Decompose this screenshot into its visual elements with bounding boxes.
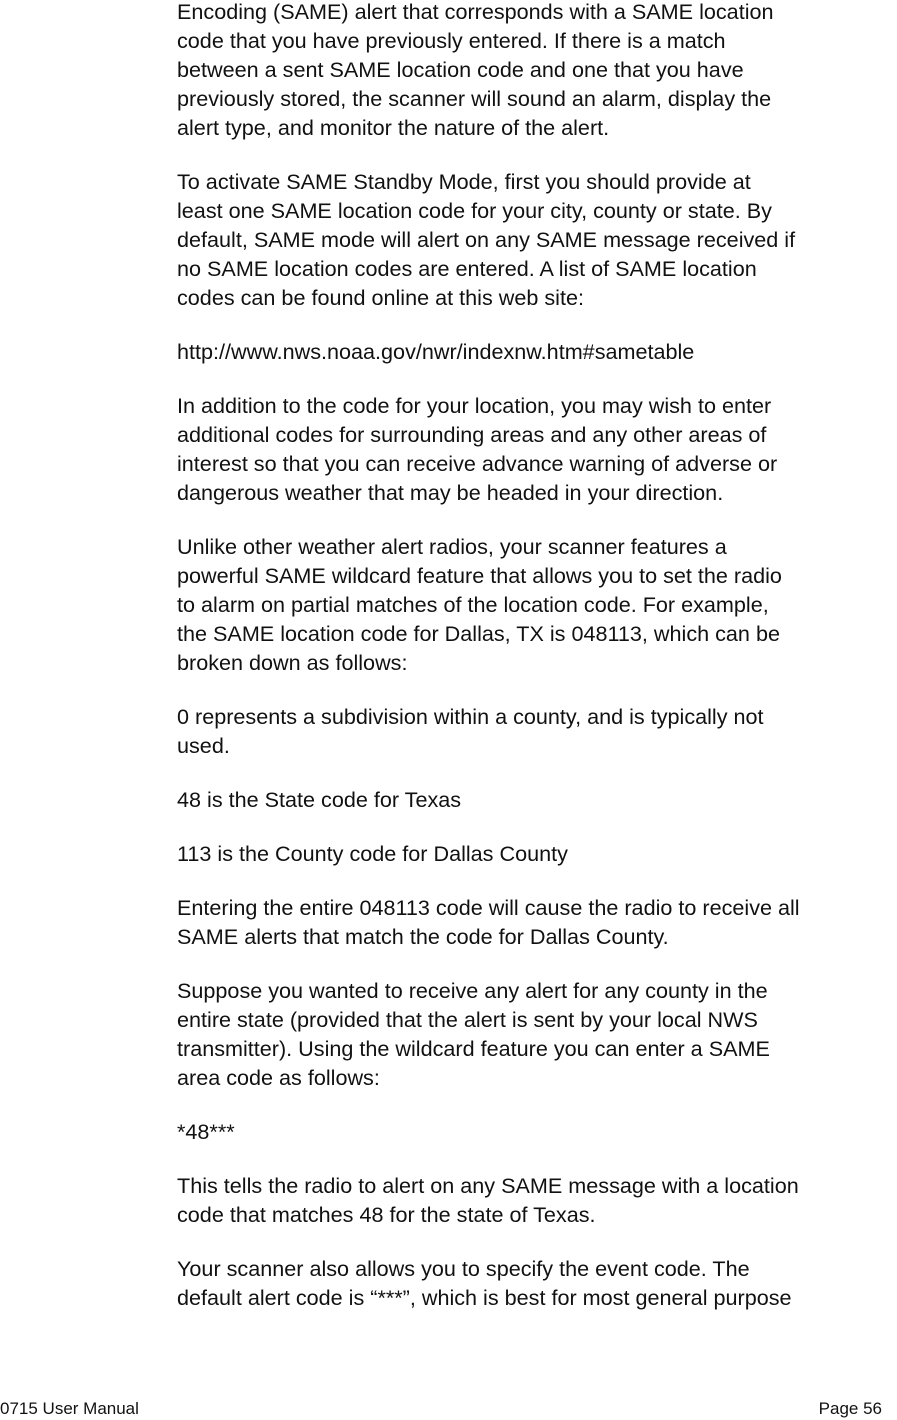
text-line: This tells the radio to alert on any SAME message with a location	[177, 1173, 799, 1198]
paragraph	[177, 702, 897, 760]
text-line: codes can be found online at this web site:	[177, 285, 584, 310]
paragraph	[177, 167, 897, 312]
text-line: previously stored, the scanner will sound an alarm, display the	[177, 86, 772, 111]
paragraph	[177, 1254, 897, 1312]
paragraph	[177, 391, 897, 507]
paragraph	[177, 337, 897, 366]
page-body	[177, 0, 897, 1337]
paragraph	[177, 976, 897, 1092]
text-line: *48***	[177, 1119, 235, 1144]
text-line: entire state (provided that the alert is sent by your local NWS	[177, 1007, 758, 1032]
footer-page-number: Page 56	[818, 1399, 882, 1418]
text-line: 113 is the County code for Dallas County	[177, 841, 568, 866]
text-line: powerful SAME wildcard feature that allows you to set the radio	[177, 563, 782, 588]
text-line: code that matches 48 for the state of Texas.	[177, 1202, 596, 1227]
text-line: to alarm on partial matches of the location code. For example,	[177, 592, 769, 617]
text-line: Your scanner also allows you to specify the event code. The	[177, 1256, 750, 1281]
text-line: Suppose you wanted to receive any alert for any county in the	[177, 978, 768, 1003]
text-line: code that you have previously entered. If there is a match	[177, 28, 726, 53]
text-line: SAME alerts that match the code for Dallas County.	[177, 924, 669, 949]
text-line: area code as follows:	[177, 1065, 380, 1090]
text-line: additional codes for surrounding areas and any other areas of	[177, 422, 767, 447]
text-line: least one SAME location code for your city, county or state. By	[177, 198, 772, 223]
text-line: no SAME location codes are entered. A list of SAME location	[177, 256, 757, 281]
paragraph	[177, 1171, 897, 1229]
text-line: the SAME location code for Dallas, TX is 048113, which can be	[177, 621, 780, 646]
text-line: transmitter). Using the wildcard feature you can enter a SAME	[177, 1036, 770, 1061]
text-line: 48 is the State code for Texas	[177, 787, 462, 812]
paragraph	[177, 839, 897, 868]
paragraph	[177, 1117, 897, 1146]
text-line: 0 represents a subdivision within a county, and is typically not	[177, 704, 764, 729]
text-line: broken down as follows:	[177, 650, 408, 675]
text-line: Unlike other weather alert radios, your scanner features a	[177, 534, 727, 559]
text-line: In addition to the code for your location, you may wish to enter	[177, 393, 772, 418]
paragraph	[177, 0, 897, 142]
text-line: default, SAME mode will alert on any SAME message received if	[177, 227, 796, 252]
footer-manual-title: 0715 User Manual	[0, 1399, 139, 1418]
text-line: dangerous weather that may be headed in your direction.	[177, 480, 724, 505]
text-line: interest so that you can receive advance warning of adverse or	[177, 451, 778, 476]
text-line: Encoding (SAME) alert that corresponds with a SAME location	[177, 0, 774, 24]
text-line: http://www.nws.noaa.gov/nwr/indexnw.htm#sametable	[177, 339, 695, 364]
paragraph	[177, 532, 897, 677]
text-line: used.	[177, 733, 230, 758]
text-line: Entering the entire 048113 code will cause the radio to receive all	[177, 895, 800, 920]
text-line: To activate SAME Standby Mode, first you should provide at	[177, 169, 751, 194]
text-line: default alert code is “***”, which is best for most general purpose	[177, 1285, 792, 1310]
paragraph	[177, 785, 897, 814]
paragraph	[177, 893, 897, 951]
text-line: alert type, and monitor the nature of the alert.	[177, 115, 610, 140]
text-line: between a sent SAME location code and one that you have	[177, 57, 744, 82]
